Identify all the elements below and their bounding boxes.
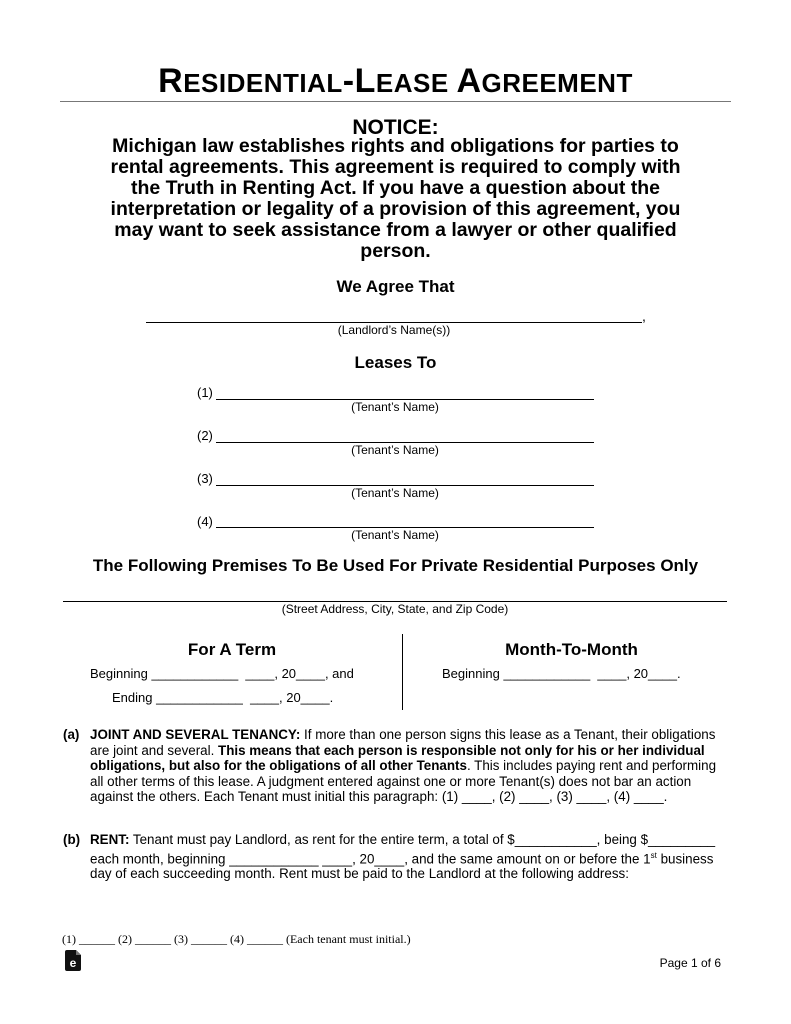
title-initial-l: L — [354, 62, 376, 100]
notice-line: may want to seek assistance from a lawyer or other qualified — [114, 219, 677, 241]
title-dash: - — [342, 62, 355, 100]
initials-footer: (1) ______ (2) ______ (3) ______ (4) ______ (Each tenant must initial.) — [62, 932, 411, 946]
section-b-sup: st — [650, 850, 657, 860]
notice-line: Michigan law establishes rights and obligations for parties to — [112, 135, 679, 157]
notice-heading: NOTICE: — [352, 116, 439, 139]
column-divider — [402, 634, 403, 710]
for-a-term-heading: For A Term — [187, 640, 277, 659]
section-a-title: JOINT AND SEVERAL TENANCY: — [90, 727, 301, 742]
tenant-caption: (Tenant’s Name) — [351, 486, 439, 500]
premises-heading: The Following Premises To Be Used For Private Residential Purposes Only — [92, 556, 699, 575]
landlord-comma: , — [642, 308, 646, 324]
section-a-text-1: If more than one person signs this lease as a Tenant, their obligations are joint and several. — [90, 727, 716, 758]
notice-line: interpretation or legality of a provision of this agreement, you — [110, 198, 681, 220]
we-agree-heading: We Agree That — [336, 277, 455, 296]
landlord-caption: (Landlord’s Name(s)) — [337, 323, 451, 337]
tenant-number: (4) — [197, 514, 213, 529]
title-part-3: GREEMENT — [481, 68, 633, 98]
notice-body — [62, 136, 729, 262]
section-b-title: RENT: — [90, 832, 130, 847]
tenant-number: (2) — [197, 428, 213, 443]
section-b-label: (b) — [63, 832, 81, 847]
notice-line: rental agreements. This agreement is required to comply with — [110, 156, 681, 178]
tenant-number: (3) — [197, 471, 213, 486]
title-initial-r: R — [158, 62, 184, 100]
address-caption: (Street Address, City, State, and Zip Code) — [281, 602, 509, 616]
section-b-text — [90, 832, 732, 882]
document-logo-icon — [65, 950, 83, 971]
section-a-text — [90, 727, 732, 805]
svg-text:e: e — [69, 956, 77, 970]
tenant-number: (1) — [197, 385, 213, 400]
section-a-text-2: . This includes paying rent and performing all other terms of this lease. A judgment entered against one or more Tenant(s) does not bar an action against the others. Each Tenant must initial this paragraph: (1) ____, (2) ____, (3) ____, (4) ____. — [90, 758, 717, 804]
notice-line: the Truth in Renting Act. If you have a question about the — [130, 177, 661, 199]
tenant-caption: (Tenant’s Name) — [351, 443, 439, 457]
tenant-caption: (Tenant’s Name) — [351, 400, 439, 414]
section-b-text-2: business day of each succeeding month. Rent must be paid to the Landlord at the following address: — [90, 850, 714, 882]
title-rule — [60, 101, 731, 102]
leases-to-heading: Leases To — [354, 353, 437, 372]
month-to-month-heading: Month-To-Month — [505, 640, 638, 659]
section-a-label: (a) — [63, 727, 80, 742]
title-part-1: ESIDENTIAL — [183, 68, 343, 98]
title-part-2: EASE — [375, 68, 457, 98]
term-beginning: Beginning ____________ ____, 20____, and — [90, 666, 354, 681]
document-title — [0, 62, 791, 101]
term-ending: Ending ____________ ____, 20____. — [112, 690, 334, 705]
page-number: Page 1 of 6 — [659, 956, 721, 970]
month-beginning: Beginning ____________ ____, 20____. — [442, 666, 681, 681]
title-initial-a: A — [456, 62, 482, 100]
section-b-text-1: Tenant must pay Landlord, as rent for the entire term, a total of $___________, being $_________ each month, beginning ____________ ____, 20____, and the same amount on or before the 1 — [90, 832, 716, 866]
notice-line: person. — [360, 240, 431, 262]
tenant-caption: (Tenant’s Name) — [351, 528, 439, 542]
section-a-bold: This means that each person is responsible not only for his or her individual obligations, but also for the obligations of all other Tenants — [90, 742, 705, 773]
